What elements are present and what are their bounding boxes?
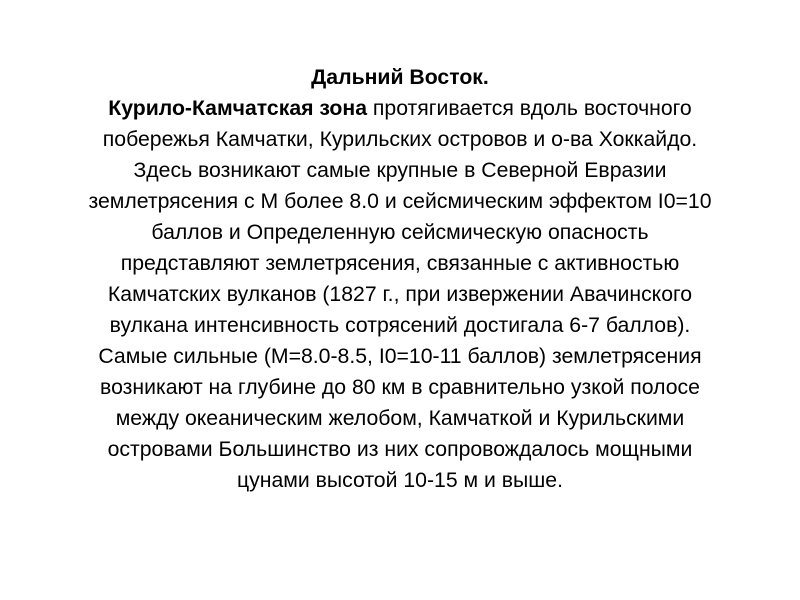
slide-text [0, 62, 800, 496]
text-line: между океаническим желобом, Камчаткой и Курильскими [115, 407, 685, 430]
text-line: цунами высотой 10-15 м и выше. [237, 469, 563, 492]
text-line: землетрясения с М более 8.0 и сейсмическим эффектом I0=10 [88, 190, 712, 213]
zone-name: Курило-Камчатская зона [108, 97, 368, 120]
text-line-fragment: протягивается вдоль восточного [367, 97, 692, 120]
text-line: возникают на глубине до 80 км в сравнительно узкой полосе [100, 376, 700, 399]
text-line: островами Большинство из них сопровождалось мощными [107, 438, 693, 461]
slide-heading: Дальний Восток. [311, 66, 489, 89]
text-line: побережья Камчатки, Курильских островов и о-ва Хоккайдо. [102, 128, 698, 151]
text-line: Здесь возникают самые крупные в Северной Евразии [133, 159, 667, 182]
text-line: представляют землетрясения, связанные с активностью [120, 252, 680, 275]
text-line: баллов и Определенную сейсмическую опасность [151, 221, 649, 244]
text-line: вулкана интенсивность сотрясений достигала 6-7 баллов). [109, 314, 691, 337]
text-line [0, 93, 800, 124]
text-line: Камчатских вулканов (1827 г., при извержении Авачинского [107, 283, 693, 306]
text-line: Самые сильные (M=8.0-8.5, I0=10-11 баллов) землетрясения [98, 345, 702, 368]
